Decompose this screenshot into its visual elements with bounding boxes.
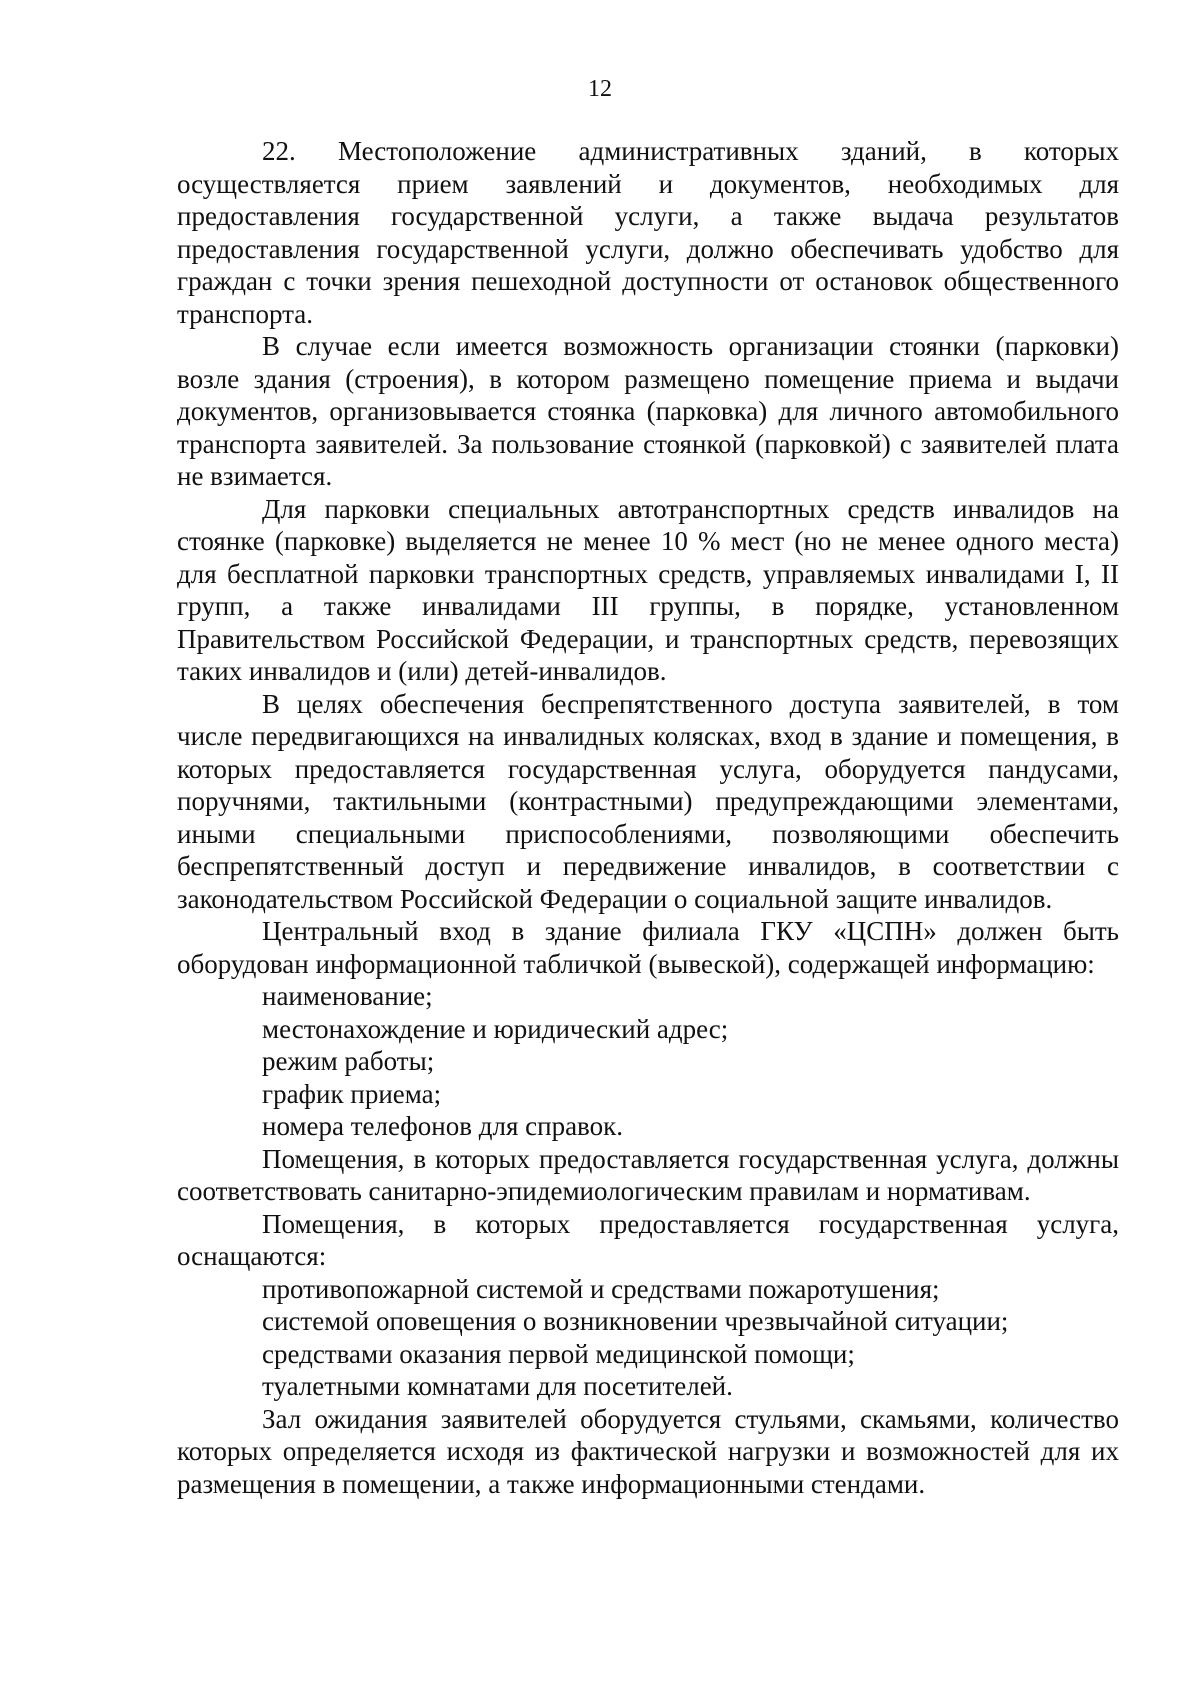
list-item: местонахождение и юридический адрес;: [262, 1013, 729, 1044]
paragraph-equipment: Помещения, в которых предоставляется государственная услуга, оснащаются:: [177, 1208, 1119, 1271]
paragraph-accessibility: В целях обеспечения беспрепятственного доступа заявителей, в том числе передвигающихся на инвалидных колясках, вход в здание и помещения, в которых предоставляется государственная услуга, оборудуется пандусами, поручнями, тактильными (контрастными) предупреждающими элементами, иными специальными приспособлениями, позволяющими обеспечить беспрепятственный доступ и передвижение инвалидов, в соответствии с законодательством Российской Федерации о социальной защите инвалидов.: [177, 688, 1119, 914]
list-item: наименование;: [262, 981, 433, 1011]
list-item: туалетными комнатами для посетителей.: [262, 1371, 733, 1401]
list-item: график приема;: [262, 1078, 442, 1109]
list-item: номера телефонов для справок.: [262, 1111, 623, 1141]
paragraph-parking: В случае если имеется возможность организации стоянки (парковки) возле здания (строения), в котором размещено помещение приема и выдачи документов, организовывается стоянка (парковка) для личного автомобильного транспорта заявителей. За пользование стоянкой (парковкой) с заявителей плата не взимается.: [177, 331, 1119, 491]
page-number: 12: [588, 76, 612, 102]
list-item: системой оповещения о возникновении чрезвычайной ситуации;: [262, 1306, 1009, 1336]
paragraph-disabled-parking: Для парковки специальных автотранспортных средств инвалидов на стоянке (парковке) выделяется не менее 10 % мест (но не менее одного места) для бесплатной парковки транспортных средств, управляемых инвалидами I, II групп, а также инвалидами III группы, в порядке, установленном Правительством Российской Федерации, и транспортных средств, перевозящих таких инвалидов и (или) детей-инвалидов.: [177, 493, 1119, 686]
paragraph-entrance-sign: Центральный вход в здание филиала ГКУ «ЦСПН» должен быть оборудован информационной табличкой (вывеской), содержащей информацию:: [177, 916, 1119, 979]
paragraph-waiting-hall: Зал ожидания заявителей оборудуется стульями, скамьями, количество которых определяется исходя из фактической нагрузки и возможностей для их размещения в помещении, а также информационными стендами.: [177, 1403, 1119, 1499]
paragraph-location: 22. Местоположение административных зданий, в которых осуществляется прием заявлений и документов, необходимых для предоставления государственной услуги, а также выдача результатов предоставления государственной услуги, должно обеспечивать удобство для граждан с точки зрения пешеходной доступности от остановок общественного транспорта.: [177, 136, 1119, 329]
list-item: противопожарной системой и средствами пожаротушения;: [262, 1273, 940, 1304]
document-body: [177, 135, 1119, 1500]
list-item: режим работы;: [262, 1046, 435, 1076]
paragraph-sanitary: Помещения, в которых предоставляется государственная услуга, должны соответствовать санитарно-эпидемиологическим правилам и нормативам.: [177, 1143, 1119, 1206]
list-item: средствами оказания первой медицинской помощи;: [262, 1338, 855, 1369]
